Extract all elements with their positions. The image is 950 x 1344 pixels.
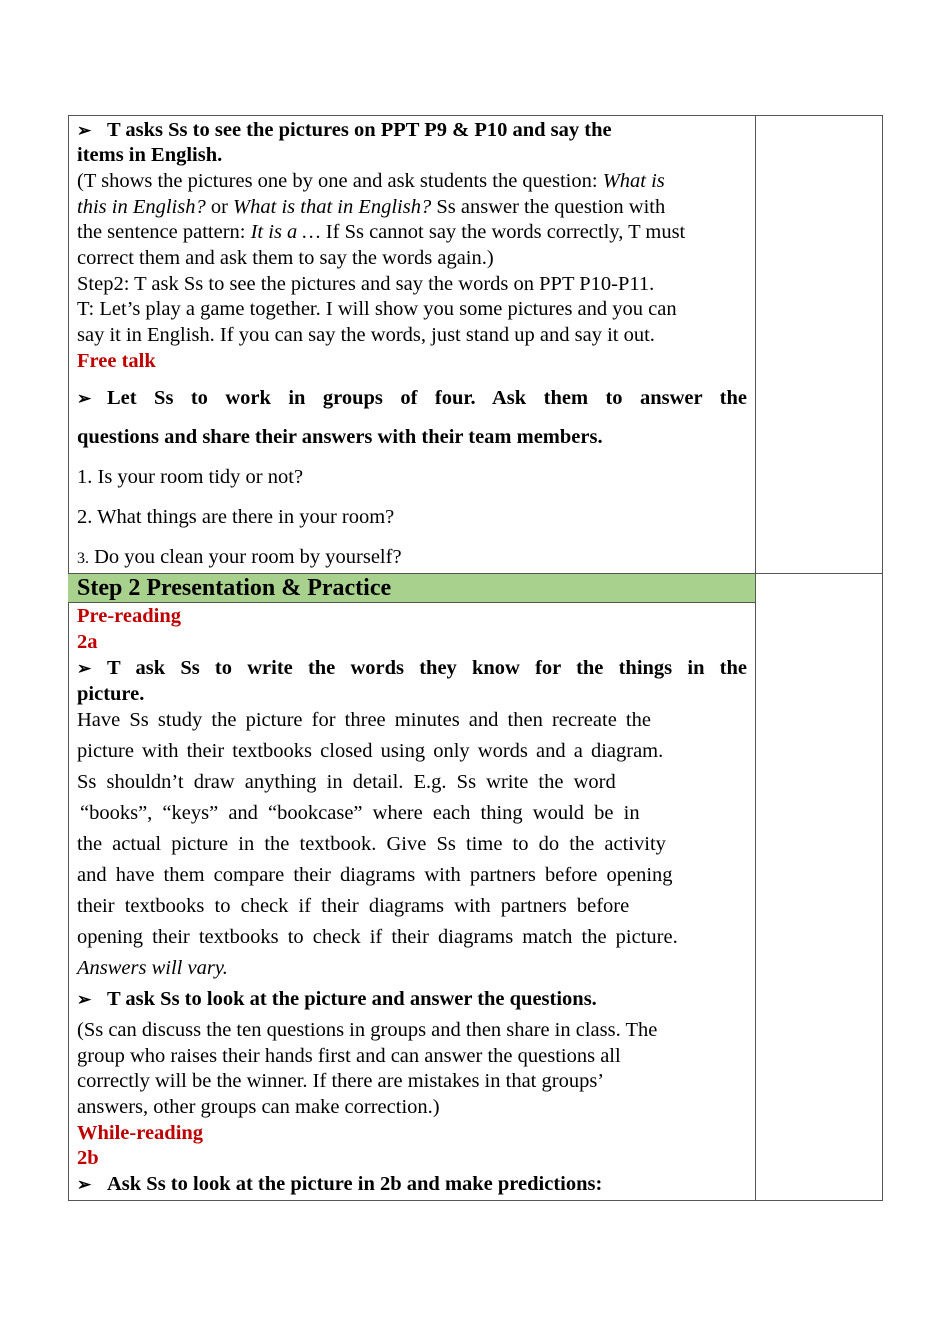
- bullet-tasks-line: [77, 118, 747, 144]
- label-2a: 2a: [77, 631, 98, 653]
- instruction-line: opening their textbooks to check if their diagrams match the picture.: [77, 926, 678, 948]
- game-line: say it in English. If you can say the words, just stand up and say it out.: [77, 324, 655, 346]
- step-2-header: Step 2 Presentation & Practice: [68, 574, 755, 603]
- task-text: Let Ss to work in groups of four. Ask them to answer the: [107, 387, 747, 409]
- arrow-bullet-icon: ➢: [77, 659, 92, 678]
- bullet-tasks-line-2: items in English.: [77, 144, 223, 166]
- pattern-italic: It is a …: [250, 221, 321, 243]
- instruction-line: Have Ss study the picture for three minutes and then recreate the: [77, 709, 651, 731]
- task-text: T ask Ss to write the words they know for the things in the: [107, 657, 747, 679]
- instruction-line: Ss shouldn’t draw anything in detail. E.g. Ss write the word: [77, 771, 616, 793]
- discussion-line: answers, other groups can make correction.): [77, 1096, 440, 1118]
- while-reading-heading: While-reading: [77, 1122, 204, 1144]
- task-2a-line: [77, 656, 747, 682]
- paragraph-line: [77, 220, 747, 246]
- paragraph-line: [77, 195, 747, 221]
- text: the sentence pattern:: [77, 221, 251, 243]
- text: (T shows the pictures one by one and ask students the question:: [77, 170, 603, 192]
- instruction-line: picture with their textbooks closed using only words and a diagram.: [77, 740, 664, 762]
- text: or: [205, 196, 234, 218]
- instruction-line: their textbooks to check if their diagrams with partners before: [77, 895, 630, 917]
- pre-reading-heading: Pre-reading: [77, 605, 182, 627]
- table-row-1-notes-cell: [755, 115, 883, 574]
- question-number: 3.: [77, 550, 89, 567]
- paragraph-line: [77, 169, 747, 195]
- question-1: 1. Is your room tidy or not?: [77, 466, 304, 488]
- text: If Ss cannot say the words correctly, T must: [320, 221, 686, 243]
- question-italic: What is: [602, 170, 665, 192]
- question-3: [77, 545, 747, 572]
- answers-vary: Answers will vary.: [77, 957, 228, 979]
- discussion-line: (Ss can discuss the ten questions in groups and then share in class. The: [77, 1019, 658, 1041]
- question-italic: this in English?: [77, 196, 206, 218]
- task-text: Ask Ss to look at the picture in 2b and make predictions:: [107, 1173, 603, 1195]
- groups-instruction-line-2: questions and share their answers with their team members.: [77, 426, 603, 448]
- free-talk-heading: Free talk: [77, 350, 156, 372]
- question-italic: What is that in English?: [233, 196, 432, 218]
- task-text: T asks Ss to see the pictures on PPT P9 & P10 and say the: [107, 119, 612, 141]
- text: Ss answer the question with: [431, 196, 666, 218]
- task-2a-line-2: picture.: [77, 683, 145, 705]
- groups-instruction-line: [77, 386, 747, 412]
- arrow-bullet-icon: ➢: [77, 389, 92, 408]
- instruction-line: the actual picture in the textbook. Give Ss time to do the activity: [77, 833, 666, 855]
- label-2b: 2b: [77, 1147, 99, 1169]
- discussion-line: group who raises their hands first and can answer the questions all: [77, 1045, 621, 1067]
- arrow-bullet-icon: ➢: [77, 1175, 92, 1194]
- paragraph-line: correct them and ask them to say the words again.): [77, 247, 494, 269]
- table-row-2-notes-cell: [755, 573, 883, 1201]
- question-text: Do you clean your room by yourself?: [89, 546, 402, 568]
- instruction-line: and have them compare their diagrams with partners before opening: [77, 864, 673, 886]
- arrow-bullet-icon: ➢: [77, 121, 92, 140]
- arrow-bullet-icon: ➢: [77, 990, 92, 1009]
- task-text: T ask Ss to look at the picture and answer the questions.: [107, 988, 597, 1010]
- game-line: T: Let’s play a game together. I will show you some pictures and you can: [77, 298, 677, 320]
- instruction-line: “books”, “keys” and “bookcase” where each thing would be in: [80, 802, 640, 824]
- discussion-line: correctly will be the winner. If there are mistakes in that groups’: [77, 1070, 605, 1092]
- task-2b-line: [77, 1172, 747, 1198]
- task-look-line: [77, 987, 747, 1013]
- step2-line: Step2: T ask Ss to see the pictures and say the words on PPT P10-P11.: [77, 273, 655, 295]
- question-2: 2. What things are there in your room?: [77, 506, 395, 528]
